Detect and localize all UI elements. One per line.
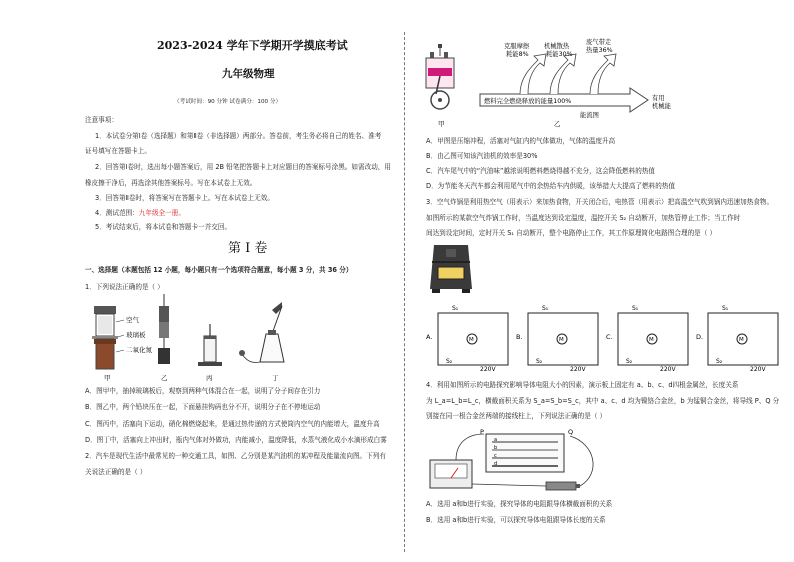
label-jia: 甲	[104, 374, 111, 382]
circuit-d-s2: S₂	[716, 358, 723, 365]
label-yi: 乙	[161, 374, 168, 382]
piston-cylinder	[198, 324, 222, 366]
ammeter	[430, 460, 472, 488]
exam-title: 2023-2024 学年下学期开学摸底考试	[157, 39, 348, 52]
circuit-a-s2: S₂	[446, 358, 453, 365]
label-useful: 有用	[652, 95, 665, 102]
circuit-c-s1: S₁	[632, 305, 639, 312]
label-heat: 机械散热	[544, 43, 570, 50]
wire-board	[486, 434, 564, 472]
q1-option-b: B．图乙中，两个铅块压在一起，下面悬挂钩码也分不开，说明分子在不停地运动	[85, 403, 321, 411]
label-useful-2: 机械能	[652, 103, 671, 110]
label-wire-a: a	[494, 437, 498, 443]
label-q2-jia: 甲	[438, 120, 445, 128]
circuit-b-motor: M	[559, 337, 564, 343]
q4-figure	[426, 424, 626, 496]
label-friction-2: 耗能8%	[506, 51, 529, 58]
air-fryer-image	[426, 241, 476, 297]
label-friction: 克服摩擦	[504, 43, 530, 50]
circuit-b-s1: S₁	[542, 305, 549, 312]
circuit-a	[426, 305, 508, 373]
note-2a: 2．回答第Ⅰ卷时，选出每小题答案后，用 2B 铅笔把答题卡上对应题目的答案标号涂黑。如需改动，用	[95, 163, 391, 171]
q4-line-1: 4．利用如图所示的电路探究影响导体电阻大小的因素，演示板上固定有 a、b、c、d四根金属丝，长度关系	[426, 381, 739, 389]
label-co2: 二氧化氮	[126, 346, 152, 354]
label-air: 空气	[126, 316, 139, 324]
exam-subject: 九年级物理	[222, 68, 275, 80]
label-ding: 丁	[272, 374, 279, 382]
q3-line-3: 间达到设定时间，定时开关 S₁ 自动断开，整个电路停止工作，其工作原理简化电路图合理的是（ ）	[426, 229, 717, 237]
label-glass: 玻璃板	[126, 331, 146, 339]
label-wire-d: d	[494, 461, 498, 467]
note-1a: 1．本试卷分第Ⅰ卷（选择题）和第Ⅱ卷（非选择题）两部分。答卷前，考生务必将自己的姓名、准考	[95, 132, 382, 140]
lead-blocks	[158, 294, 170, 364]
battery	[546, 482, 580, 490]
q2-stem-1: 2．汽车是现代生活中最常见的一种交通工具，如图、乙分别是某汽油机的某冲程及能量流向图。下列有	[85, 452, 386, 460]
label-p: P	[480, 428, 484, 436]
circuit-a-motor: M	[469, 337, 474, 343]
label-flow: 能流图	[580, 112, 599, 119]
q2-option-b: B．由乙图可知该汽油机的效率是30%	[426, 152, 538, 160]
circuit-d	[696, 305, 778, 373]
section-heading: 一、选择题（本题包括 12 小题，每小题只有一个选项符合题意，每小题 3 分，共 36 分）	[85, 266, 353, 274]
circuit-a-label: A.	[426, 333, 433, 341]
circuit-b-voltage: 220V	[570, 366, 586, 373]
q2-option-a: A．甲图是压缩冲程，活塞对气缸内的气体做功，气体的温度升高	[426, 137, 616, 145]
label-fuel: 燃料完全燃烧释放的能量100%	[484, 98, 572, 105]
circuit-d-s1: S₁	[722, 305, 729, 312]
label-exhaust-2: 热量36%	[586, 47, 613, 54]
q4-line-3: 别接在同一根合金丝两端的接线柱上，下列说法正确的是（ ）	[426, 412, 607, 420]
circuit-d-voltage: 220V	[750, 366, 766, 373]
q1-option-d: D．图丁中，活塞向上冲出时，瓶内气体对外做功，内能减小，温度降低，水蒸气液化成小水滴形成白雾	[85, 436, 387, 444]
note-4-prefix: 4．测试范围：	[95, 209, 139, 217]
circuit-c-s2: S₂	[626, 358, 633, 365]
circuit-b-label: B.	[516, 333, 523, 341]
q4-option-b: B．选用 a和b进行实验，可以探究导体电阻跟导体长度的关系	[426, 516, 606, 524]
q3-line-1: 3．空气炸锅是利用热空气（用表示）来加热食物，开关闭合后，电热管（用表示）把高温空气吹到锅内迅速加热食物。	[426, 198, 774, 206]
label-wire-c: c	[494, 453, 497, 459]
q1-option-a: A．图甲中，抽掉玻璃板后，观察到两种气体混合在一起，说明了分子间存在引力	[85, 387, 321, 395]
notes-heading: 注意事项：	[85, 116, 118, 124]
note-4	[95, 209, 185, 217]
circuit-d-label: D.	[696, 333, 704, 341]
column-divider	[404, 32, 405, 552]
circuit-c-label: C.	[606, 333, 613, 341]
exam-meta: （考试时间：90 分钟 试卷满分：100 分）	[174, 99, 282, 105]
circuit-c-motor: M	[649, 337, 654, 343]
circuit-d-motor: M	[739, 337, 744, 343]
note-1b: 证号填写在答题卡上。	[85, 147, 151, 155]
q4-option-a: A．选用 a和b进行实验，探究导体的电阻跟导体横截面积的关系	[426, 500, 613, 508]
q2-option-c: C．汽车尾气中的“汽油味”越浓说明燃料燃烧得越不充分，这会降低燃料的热值	[426, 167, 656, 175]
circuit-b-s2: S₂	[536, 358, 543, 365]
flask-pump	[239, 302, 284, 363]
q3-line-2: 如图所示的某款空气炸锅工作时，当温度达到设定温度，温控开关 S₂ 自动断开，加热管停止工作；当工作时	[426, 214, 741, 222]
note-5: 5．考试结束后，将本试卷和答题卡一并交回。	[95, 223, 232, 231]
q1-stem: 1．下列说法正确的是（ ）	[85, 283, 164, 291]
right-column	[410, 0, 794, 562]
note-4-range: 九年级全一册。	[138, 209, 185, 217]
engine-diagram	[426, 44, 454, 109]
circuit-a-s1: S₁	[452, 305, 459, 312]
jar-air	[94, 306, 116, 336]
q3-circuits	[426, 303, 794, 373]
part-one-heading: 第 Ⅰ 卷	[228, 241, 268, 256]
q1-figure	[86, 292, 326, 382]
label-bing: 丙	[206, 374, 213, 382]
q2-figure	[420, 38, 720, 130]
label-heat-2: 耗能30%	[546, 51, 573, 58]
label-wire-b: b	[494, 445, 498, 451]
note-3: 3．回答第Ⅱ卷时，将答案写在答题卡上。写在本试卷上无效。	[95, 194, 274, 202]
label-q2-yi: 乙	[554, 120, 561, 128]
jar-co2	[94, 339, 116, 369]
q1-option-c: C．图丙中，活塞向下运动，硝化棉燃烧起来，是通过热传递的方式使筒内空气的内能增大，温度升高	[85, 420, 380, 428]
q2-option-d: D．为节能冬天汽车都会利用尾气中的余热给车内供暖，该举措大大提高了燃料的热值	[426, 182, 676, 190]
note-2b: 橡皮擦干净后，再选涂其他答案标号。写在本试卷上无效。	[85, 179, 257, 187]
q4-line-2: 为 L_a=L_b=L_c，横截面积关系为 S_a=S_b=S_c，其中 a、c、d 均为镍铬合金丝，b 为锰铜合金丝，将导线 P、Q 分	[426, 397, 780, 405]
label-q: Q	[568, 428, 574, 436]
circuit-c-voltage: 220V	[660, 366, 676, 373]
circuit-c	[606, 305, 688, 373]
circuit-b	[516, 305, 598, 373]
circuit-a-voltage: 220V	[480, 366, 496, 373]
q2-stem-2: 关说法正确的是（ ）	[85, 468, 147, 476]
label-exhaust: 废气带走	[586, 39, 612, 46]
